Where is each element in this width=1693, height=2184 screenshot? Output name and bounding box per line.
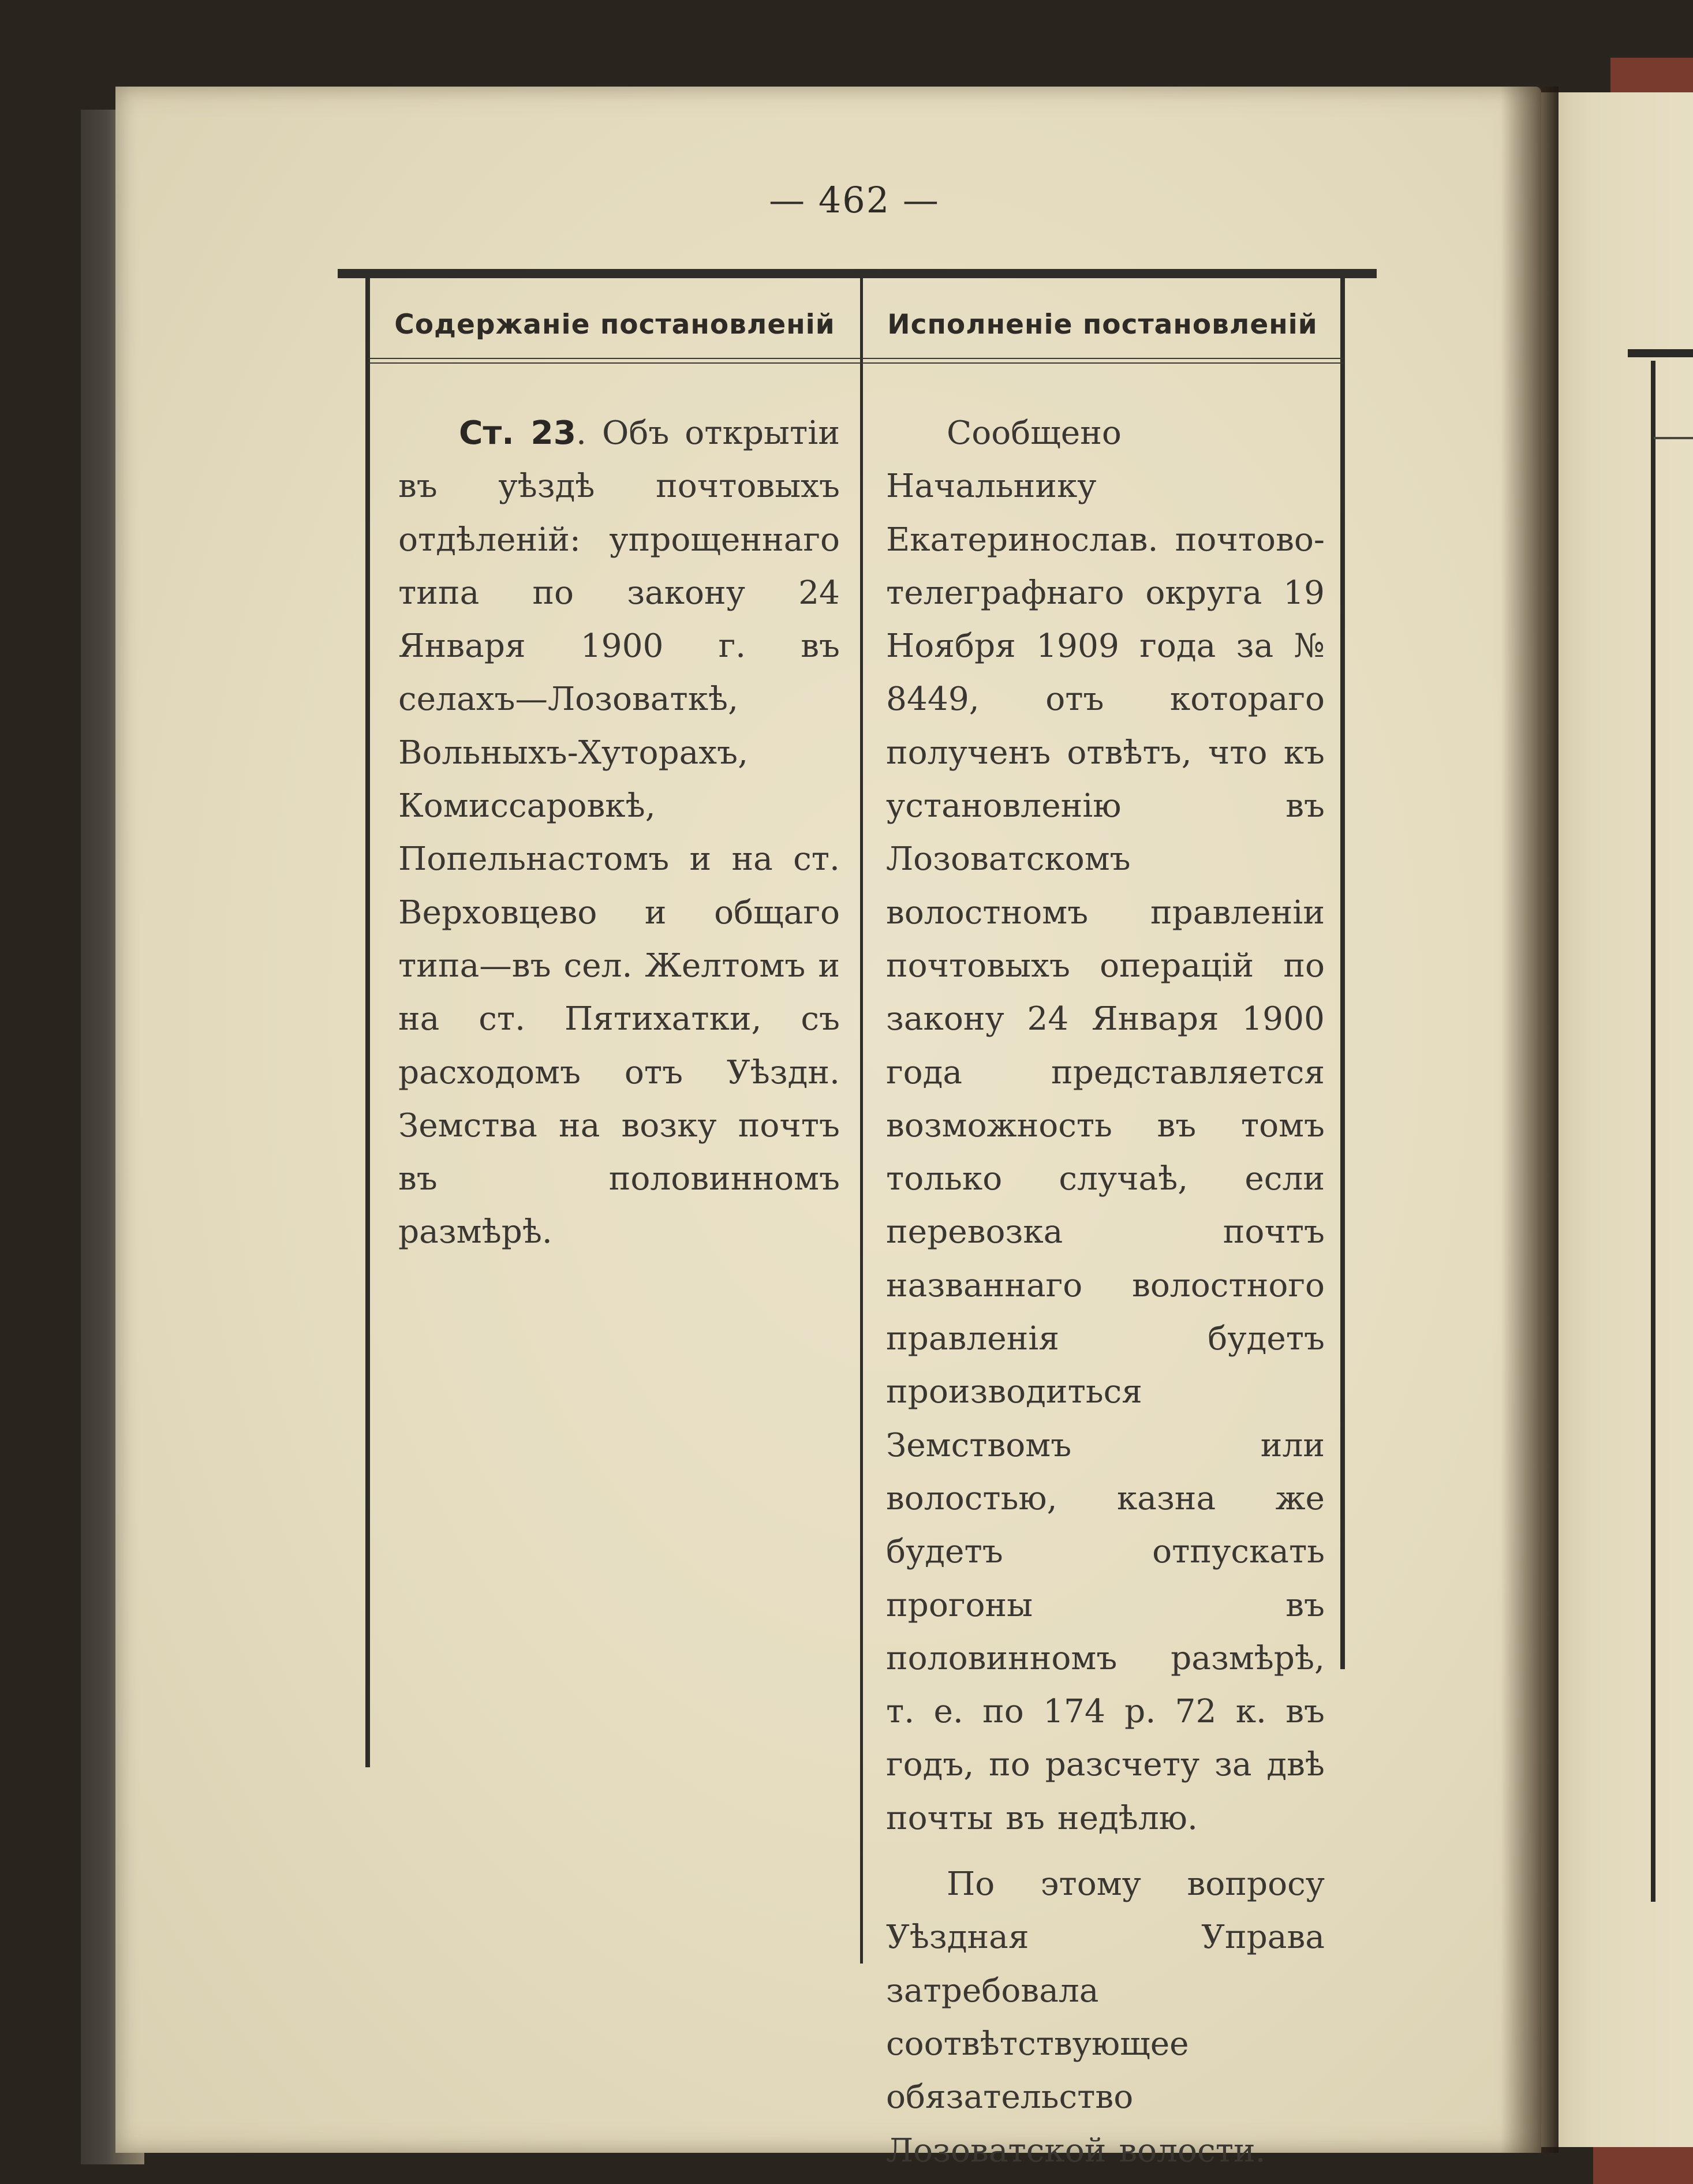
table-left-border <box>365 278 370 1767</box>
table-right-border <box>1340 278 1345 1669</box>
facing-page <box>1541 92 1693 2147</box>
article-label: Ст. 23 <box>459 414 577 452</box>
resolution-execution-cell <box>886 407 1325 2178</box>
column-header-content: Содержаніе постановленій <box>394 309 835 341</box>
resolution-text: . Объ открытіи въ уѣздѣ почтовыхъ отдѣленій: упрощеннаго типа по закону 24 Января 1900 г. въ селахъ—Лозоваткѣ, Вольныхъ-Хуторахъ, Комиссаровкѣ, Попельнастомъ и на ст. Верховцево и общаго типа—въ сел. Желтомъ и на ст. Пятихатки, съ расходомъ отъ Уѣздн. Земства на возку почтъ въ половинномъ размѣрѣ. <box>398 414 840 1251</box>
resolution-content-cell <box>398 407 840 1259</box>
resolution-paragraph <box>398 407 840 1259</box>
book-gutter-shadow <box>1501 87 1559 2153</box>
column-header-execution: Исполненіе постановленій <box>887 309 1318 341</box>
table-top-rule <box>338 269 1377 278</box>
page-number: — 462 — <box>769 179 940 221</box>
table-column-divider <box>860 278 863 1964</box>
execution-paragraph-2: По этому вопросу Уѣздная Управа затребовала соотвѣтствующее обязательство Лозоватской волости. <box>886 1865 1325 2170</box>
table-header-rule <box>368 358 1343 364</box>
execution-paragraph-1: Сообщено Начальнику Екатеринослав. почтово-телеграфнаго округа 19 Ноября 1909 года за № 8449, отъ котораго полученъ отвѣтъ, что къ установленію въ Лозоватскомъ волостномъ правленіи почтовыхъ операцій по закону 24 Января 1900 года представляется возможность въ томъ только случаѣ, если перевозка почтъ названнаго волостного правленія будетъ производиться Земствомъ или волостью, казна же будетъ отпускать прогоны въ половинномъ размѣрѣ, т. е. по 174 р. 72 к. въ годъ, по разсчету за двѣ почты въ недѣлю. <box>886 414 1325 1837</box>
